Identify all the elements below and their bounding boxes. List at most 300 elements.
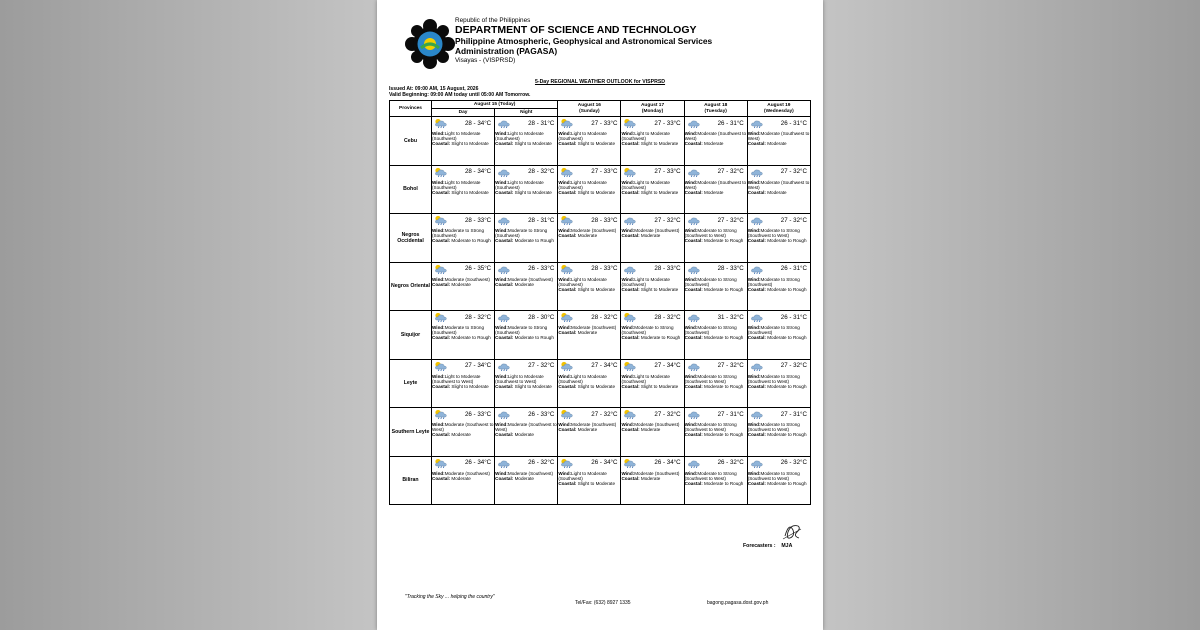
- day-header: August 18 (Tuesday): [684, 101, 747, 117]
- wind-label: Wind:: [621, 131, 635, 136]
- forecast-description: [432, 180, 494, 195]
- wind-label: Wind:: [558, 276, 572, 282]
- coastal-value: Moderate: [577, 427, 598, 433]
- coastal-label: Coastal:: [747, 141, 766, 147]
- wind-label: Wind:: [747, 131, 761, 136]
- temperature-range: 28 - 33°C: [654, 265, 681, 272]
- coastal-label: Coastal:: [495, 238, 514, 244]
- temperature-range: 28 - 30°C: [528, 313, 555, 321]
- sun-cloud-rain-icon: [623, 409, 636, 419]
- table-row: [390, 117, 811, 166]
- forecast-cell: [432, 165, 495, 214]
- wind-value: Moderate to Strong (Southwest to West): [747, 422, 800, 433]
- coastal-value: Moderate to Rough: [704, 335, 744, 341]
- cloud-rain-icon: [623, 264, 636, 274]
- sun-cloud-rain-icon: [560, 118, 573, 128]
- coastal-label: Coastal:: [558, 330, 577, 336]
- temperature-range: 31 - 32°C: [717, 313, 744, 321]
- wind-label: Wind:: [558, 228, 572, 233]
- forecast-description: [685, 277, 747, 292]
- province-name: Negros Oriental: [390, 262, 432, 311]
- coastal-value: Moderate to Rough: [704, 238, 744, 244]
- province-name: Cebu: [390, 117, 432, 166]
- wind-label: Wind:: [684, 470, 698, 476]
- sun-cloud-rain-icon: [434, 264, 447, 274]
- forecast-cell: [684, 117, 747, 166]
- wind-value: Moderate (Southwest): [571, 325, 617, 330]
- temperature-range: 27 - 32°C: [717, 168, 744, 175]
- coastal-label: Coastal:: [495, 432, 514, 438]
- report-title: 5-Day REGIONAL WEATHER OUTLOOK for VISPRSD: [534, 79, 666, 85]
- sun-cloud-rain-icon: [623, 312, 636, 322]
- wind-value: Light to Moderate (Southwest): [558, 373, 607, 384]
- wind-value: Moderate to Strong (Southwest to West): [747, 373, 800, 384]
- coastal-label: Coastal:: [621, 475, 640, 481]
- forecast-description: [495, 228, 557, 243]
- wind-label: Wind:: [747, 228, 761, 233]
- wind-label: Wind:: [684, 179, 698, 185]
- wind-value: Moderate (Southwest): [507, 276, 554, 282]
- coastal-label: Coastal:: [495, 141, 514, 147]
- coastal-value: Moderate to Rough: [514, 335, 554, 341]
- coastal-value: Slight to Moderate: [451, 141, 489, 147]
- forecast-cell: [747, 408, 810, 457]
- forecast-cell: [747, 117, 810, 166]
- cloud-rain-icon: [687, 215, 700, 225]
- wind-label: Wind:: [684, 276, 698, 282]
- coastal-label: Coastal:: [432, 141, 451, 147]
- sun-cloud-rain-icon: [560, 264, 573, 274]
- forecast-cell: [558, 117, 621, 166]
- forecasters-line: [743, 543, 792, 549]
- coastal-label: Coastal:: [432, 189, 451, 195]
- temperature-range: 27 - 32°C: [654, 410, 681, 418]
- wind-label: Wind:: [684, 373, 698, 379]
- temperature-range: 27 - 33°C: [654, 168, 681, 175]
- forecast-description: [558, 277, 620, 292]
- forecast-description: [495, 325, 557, 340]
- coastal-value: Moderate: [767, 189, 787, 195]
- forecast-description: [558, 228, 620, 238]
- coastal-label: Coastal:: [495, 335, 514, 341]
- cloud-rain-icon: [687, 409, 700, 419]
- coastal-value: Slight to Moderate: [514, 383, 552, 389]
- forecast-cell: [684, 165, 747, 214]
- wind-value: Light to Moderate (Southwest): [621, 131, 670, 142]
- wind-value: Moderate (Southwest): [634, 470, 680, 476]
- coastal-value: Slight to Moderate: [451, 189, 489, 195]
- issued-at: Issued At: 09:00 AM, 15 August, 2026: [389, 86, 479, 92]
- issuance-info: [389, 86, 530, 98]
- coastal-value: Moderate: [514, 475, 534, 481]
- coastal-label: Coastal:: [621, 141, 640, 147]
- coastal-value: Moderate: [704, 141, 724, 147]
- wind-value: Light to Moderate (Southwest to West): [495, 373, 544, 384]
- wind-label: Wind:: [621, 470, 635, 476]
- province-name: Biliran: [390, 456, 432, 505]
- table-row: [390, 456, 811, 505]
- wind-label: Wind:: [432, 422, 445, 427]
- coastal-value: Slight to Moderate: [451, 383, 489, 389]
- forecast-description: [685, 374, 747, 389]
- temperature-range: 27 - 34°C: [654, 362, 681, 369]
- coastal-label: Coastal:: [558, 286, 577, 292]
- wind-value: Light to Moderate (Southwest): [621, 179, 670, 190]
- cloud-rain-icon: [497, 215, 510, 225]
- coastal-label: Coastal:: [558, 141, 577, 147]
- cloud-rain-icon: [497, 409, 510, 419]
- forecast-cell: [747, 311, 810, 360]
- wind-value: Light to Moderate (Southwest): [432, 131, 481, 142]
- forecast-description: [748, 471, 810, 486]
- wind-value: Moderate (Southwest to West): [747, 179, 810, 190]
- forecast-cell: [621, 359, 684, 408]
- forecast-cell: [747, 359, 810, 408]
- forecast-cell: [621, 456, 684, 505]
- temperature-range: 28 - 33°C: [591, 216, 618, 224]
- forecast-description: [748, 228, 810, 243]
- forecast-cell: [495, 262, 558, 311]
- background-left: [0, 0, 377, 630]
- forecast-cell: [621, 262, 684, 311]
- forecast-description: [621, 471, 683, 481]
- forecast-cell: [684, 214, 747, 263]
- forecaster-name: MJA: [781, 543, 793, 549]
- wind-label: Wind:: [558, 373, 572, 379]
- wind-value: Moderate to Strong (Southwest to West): [747, 470, 800, 481]
- coastal-label: Coastal:: [684, 286, 703, 292]
- forecast-cell: [621, 117, 684, 166]
- wind-value: Moderate to Strong (Southwest): [747, 276, 800, 287]
- coastal-label: Coastal:: [684, 238, 703, 244]
- forecast-description: [685, 422, 747, 437]
- coastal-value: Slight to Moderate: [577, 383, 616, 389]
- forecast-description: [621, 325, 683, 340]
- forecast-cell: [684, 359, 747, 408]
- coastal-value: Moderate: [451, 475, 471, 481]
- coastal-value: Slight to Moderate: [514, 141, 552, 147]
- forecast-cell: [684, 456, 747, 505]
- coastal-label: Coastal:: [621, 383, 640, 389]
- wind-label: Wind:: [621, 422, 635, 427]
- wind-label: Wind:: [432, 373, 445, 379]
- cloud-rain-icon: [750, 167, 763, 177]
- forecast-description: [495, 471, 557, 481]
- coastal-label: Coastal:: [621, 233, 640, 239]
- coastal-value: Moderate: [514, 432, 534, 438]
- forecast-cell: [432, 456, 495, 505]
- temperature-range: 27 - 34°C: [464, 362, 492, 369]
- cloud-rain-icon: [497, 312, 510, 322]
- day-header: August 16 (Sunday): [558, 101, 621, 117]
- cloud-rain-icon: [497, 118, 510, 128]
- forecast-cell: [684, 262, 747, 311]
- coastal-value: Slight to Moderate: [640, 141, 679, 147]
- table-row: [390, 408, 811, 457]
- sun-cloud-rain-icon: [623, 458, 636, 468]
- province-name: Leyte: [390, 359, 432, 408]
- forecast-cell: [558, 359, 621, 408]
- forecast-description: [495, 422, 557, 437]
- forecast-description: [432, 374, 494, 389]
- wind-value: Moderate to Strong (Southwest to West): [684, 470, 737, 481]
- wind-value: Light to Moderate (Southwest to West): [432, 373, 481, 384]
- coastal-label: Coastal:: [495, 383, 514, 389]
- temperature-range: 26 - 31°C: [780, 119, 807, 127]
- wind-value: Moderate to Strong (Southwest): [432, 228, 485, 239]
- footer-slogan: "Tracking the Sky ... helping the country": [405, 594, 495, 600]
- cloud-rain-icon: [687, 167, 700, 177]
- wind-value: Moderate to Strong (Southwest to West): [684, 228, 737, 239]
- day-header: August 19 (Wednesday): [747, 101, 810, 117]
- cloud-rain-icon: [497, 361, 510, 371]
- coastal-label: Coastal:: [432, 475, 451, 481]
- wind-label: Wind:: [495, 131, 508, 136]
- wind-label: Wind:: [495, 179, 508, 185]
- forecast-cell: [495, 456, 558, 505]
- sun-cloud-rain-icon: [560, 167, 573, 177]
- wind-value: Light to Moderate (Southwest): [558, 276, 607, 287]
- province-name: Siquijor: [390, 311, 432, 360]
- wind-label: Wind:: [432, 179, 445, 185]
- forecast-cell: [747, 456, 810, 505]
- cloud-rain-icon: [687, 458, 700, 468]
- today-header: August 15 (Today): [432, 101, 558, 109]
- wind-value: Moderate (Southwest): [444, 470, 490, 476]
- coastal-value: Moderate: [451, 432, 471, 438]
- coastal-label: Coastal:: [621, 189, 640, 195]
- forecast-cell: [747, 165, 810, 214]
- sun-cloud-rain-icon: [560, 361, 573, 371]
- forecasters-label: Forecasters :: [743, 543, 776, 549]
- temperature-range: 27 - 32°C: [717, 216, 744, 224]
- wind-label: Wind:: [432, 276, 445, 282]
- wind-value: Moderate to Strong (Southwest to West): [684, 373, 737, 384]
- coastal-value: Moderate to Rough: [451, 238, 491, 244]
- coastal-value: Moderate to Rough: [514, 238, 554, 244]
- temperature-range: 26 - 31°C: [780, 313, 807, 321]
- forecast-description: [432, 471, 494, 481]
- sun-cloud-rain-icon: [434, 361, 447, 371]
- cloud-rain-icon: [750, 118, 763, 128]
- forecast-cell: [432, 262, 495, 311]
- forecast-description: [558, 325, 620, 335]
- wind-label: Wind:: [495, 422, 508, 427]
- temperature-range: 26 - 34°C: [591, 459, 618, 466]
- forecast-description: [621, 180, 683, 195]
- coastal-value: Moderate to Rough: [767, 286, 807, 292]
- temperature-range: 27 - 34°C: [591, 362, 618, 369]
- wind-value: Moderate (Southwest): [571, 422, 617, 427]
- wind-label: Wind:: [747, 276, 761, 282]
- coastal-label: Coastal:: [432, 238, 451, 244]
- coastal-label: Coastal:: [684, 383, 703, 389]
- temperature-range: 27 - 33°C: [591, 168, 618, 175]
- forecast-description: [748, 422, 810, 437]
- table-row: [390, 214, 811, 263]
- sun-cloud-rain-icon: [434, 458, 447, 468]
- wind-value: Light to Moderate (Southwest): [558, 179, 607, 190]
- temperature-range: 28 - 34°C: [464, 119, 492, 127]
- forecast-cell: [558, 165, 621, 214]
- wind-label: Wind:: [495, 373, 508, 379]
- cloud-rain-icon: [687, 312, 700, 322]
- footer-website[interactable]: bagong.pagasa.dost.gov.ph: [707, 600, 769, 606]
- coastal-value: Slight to Moderate: [640, 189, 679, 195]
- coastal-value: Slight to Moderate: [577, 189, 616, 195]
- coastal-label: Coastal:: [684, 141, 703, 147]
- coastal-label: Coastal:: [495, 189, 514, 195]
- coastal-label: Coastal:: [432, 383, 451, 389]
- provinces-header: Provinces: [390, 101, 432, 117]
- wind-label: Wind:: [432, 470, 445, 476]
- sun-cloud-rain-icon: [434, 312, 447, 322]
- forecast-description: [432, 131, 494, 146]
- forecast-cell: [432, 311, 495, 360]
- forecast-description: [432, 228, 494, 243]
- coastal-label: Coastal:: [495, 281, 514, 287]
- forecast-description: [495, 180, 557, 195]
- temperature-range: 27 - 32°C: [717, 362, 744, 369]
- forecast-description: [621, 422, 683, 432]
- province-name: Bohol: [390, 165, 432, 214]
- sun-cloud-rain-icon: [560, 409, 573, 419]
- forecast-description: [621, 228, 683, 238]
- forecast-cell: [495, 311, 558, 360]
- coastal-label: Coastal:: [747, 480, 766, 486]
- temperature-range: 27 - 31°C: [717, 410, 744, 418]
- cloud-rain-icon: [750, 215, 763, 225]
- forecast-description: [621, 131, 683, 146]
- temperature-range: 28 - 31°C: [528, 216, 555, 224]
- temperature-range: 26 - 33°C: [528, 265, 555, 272]
- coastal-label: Coastal:: [747, 383, 766, 389]
- forecast-description: [432, 325, 494, 340]
- coastal-label: Coastal:: [621, 427, 640, 433]
- temperature-range: 26 - 32°C: [717, 459, 744, 466]
- forecast-description: [685, 471, 747, 486]
- wind-label: Wind:: [495, 325, 508, 330]
- temperature-range: 28 - 32°C: [654, 313, 681, 321]
- coastal-value: Moderate: [577, 233, 598, 239]
- temperature-range: 28 - 34°C: [464, 168, 492, 175]
- forecaster-signature-icon: [779, 520, 805, 542]
- wind-value: Light to Moderate (Southwest): [558, 131, 607, 142]
- wind-value: Light to Moderate (Southwest): [621, 373, 670, 384]
- coastal-label: Coastal:: [684, 432, 703, 438]
- table-row: [390, 311, 811, 360]
- pagasa-logo-icon: [404, 18, 456, 70]
- coastal-value: Moderate to Rough: [767, 480, 807, 486]
- coastal-label: Coastal:: [558, 383, 577, 389]
- forecast-cell: [495, 359, 558, 408]
- wind-label: Wind:: [558, 325, 572, 330]
- forecast-cell: [621, 165, 684, 214]
- forecast-description: [432, 422, 494, 437]
- coastal-value: Moderate: [640, 427, 661, 433]
- wind-value: Moderate (Southwest to West): [432, 422, 494, 433]
- coastal-value: Moderate: [577, 330, 598, 336]
- forecast-cell: [495, 165, 558, 214]
- wind-label: Wind:: [621, 179, 635, 185]
- temperature-range: 26 - 35°C: [464, 265, 492, 272]
- temperature-range: 27 - 32°C: [591, 410, 618, 418]
- wind-label: Wind:: [432, 131, 445, 136]
- coastal-value: Moderate to Rough: [451, 335, 491, 341]
- wind-value: Light to Moderate (Southwest): [558, 470, 607, 481]
- temperature-range: 26 - 32°C: [780, 459, 807, 466]
- coastal-label: Coastal:: [747, 189, 766, 195]
- wind-value: Moderate (Southwest): [444, 276, 490, 282]
- temperature-range: 28 - 33°C: [591, 265, 618, 272]
- wind-value: Moderate (Southwest): [507, 470, 554, 476]
- coastal-value: Slight to Moderate: [577, 141, 616, 147]
- temperature-range: 27 - 32°C: [780, 168, 807, 175]
- temperature-range: 27 - 32°C: [654, 216, 681, 224]
- wind-label: Wind:: [495, 276, 508, 282]
- cloud-rain-icon: [750, 409, 763, 419]
- sun-cloud-rain-icon: [623, 361, 636, 371]
- coastal-label: Coastal:: [684, 189, 703, 195]
- wind-label: Wind:: [621, 373, 635, 379]
- cloud-rain-icon: [750, 312, 763, 322]
- wind-value: Moderate to Strong (Southwest): [684, 276, 737, 287]
- coastal-label: Coastal:: [684, 335, 703, 341]
- table-row: [390, 359, 811, 408]
- sun-cloud-rain-icon: [434, 167, 447, 177]
- temperature-range: 26 - 31°C: [717, 119, 744, 127]
- wind-value: Moderate to Strong (Southwest): [621, 325, 674, 336]
- wind-label: Wind:: [495, 470, 508, 476]
- wind-label: Wind:: [495, 228, 508, 233]
- cloud-rain-icon: [497, 167, 510, 177]
- coastal-value: Moderate to Rough: [767, 383, 807, 389]
- wind-label: Wind:: [747, 373, 761, 379]
- coastal-value: Moderate to Rough: [704, 286, 744, 292]
- coastal-value: Slight to Moderate: [514, 189, 552, 195]
- sun-cloud-rain-icon: [623, 167, 636, 177]
- temperature-range: 27 - 31°C: [780, 410, 807, 418]
- coastal-label: Coastal:: [621, 286, 640, 292]
- temperature-range: 27 - 32°C: [780, 362, 807, 369]
- wind-label: Wind:: [558, 131, 572, 136]
- forecast-cell: [747, 262, 810, 311]
- forecast-description: [748, 374, 810, 389]
- cloud-rain-icon: [750, 458, 763, 468]
- coastal-value: Slight to Moderate: [577, 480, 616, 486]
- forecast-description: [432, 277, 494, 287]
- wind-label: Wind:: [684, 228, 698, 233]
- agency-name-line1: Philippine Atmospheric, Geophysical and Astronomical Services: [455, 36, 713, 46]
- forecast-cell: [621, 311, 684, 360]
- wind-value: Moderate (Southwest to West): [684, 131, 747, 142]
- coastal-value: Moderate to Rough: [767, 238, 807, 244]
- sun-cloud-rain-icon: [434, 215, 447, 225]
- wind-value: Light to Moderate (Southwest): [432, 179, 481, 190]
- forecast-description: [558, 131, 620, 146]
- wind-value: Light to Moderate (Southwest): [495, 131, 544, 142]
- coastal-value: Moderate: [704, 189, 724, 195]
- wind-value: Moderate to Strong (Southwest): [684, 325, 737, 336]
- forecast-table-body: [390, 117, 811, 505]
- temperature-range: 28 - 32°C: [591, 313, 618, 321]
- table-row: [390, 262, 811, 311]
- valid-beginning: Valid Beginning: 09:00 AM today until 05:00 AM Tomorrow.: [389, 92, 531, 99]
- forecast-description: [558, 471, 620, 486]
- forecast-cell: [495, 408, 558, 457]
- coastal-label: Coastal:: [558, 427, 577, 433]
- coastal-value: Moderate to Rough: [704, 480, 744, 486]
